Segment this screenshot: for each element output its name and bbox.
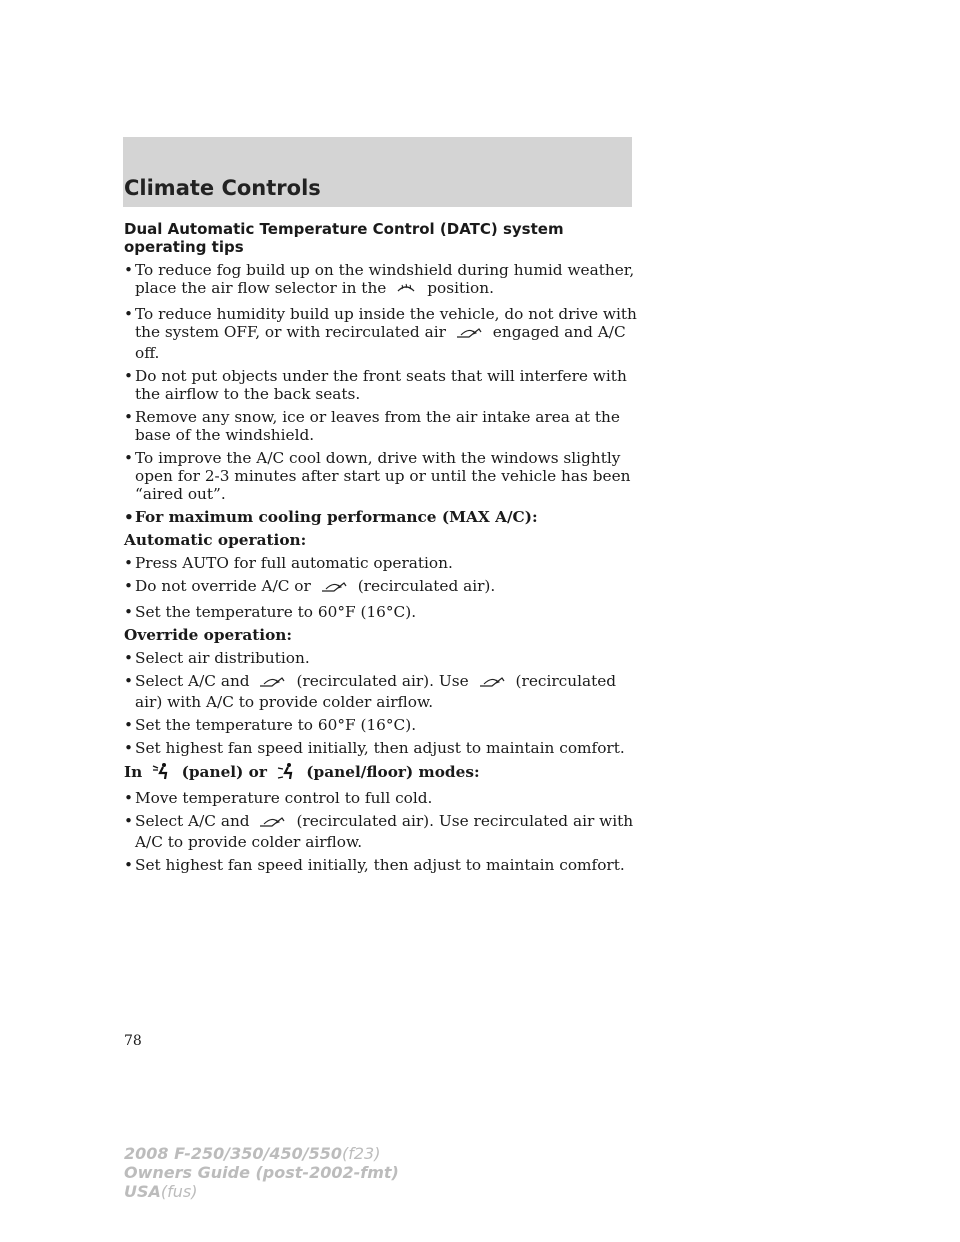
footer-model-code: (f23) xyxy=(342,1144,381,1163)
override-select-text-mid: (recirculated air). Use xyxy=(296,672,469,690)
recirculated-air-icon xyxy=(258,815,286,833)
list-item: • For maximum cooling performance (MAX A/C): xyxy=(124,508,644,526)
list-item: • Set highest fan speed initially, then adjust to maintain comfort. xyxy=(124,739,644,757)
tip-fog-text: To reduce fog build up on the windshield during humid weather, place the air flow selector in the xyxy=(135,261,635,297)
tips-list xyxy=(124,261,644,526)
modes-select-text-end: (recirculated air). Use recirculated air with A/C to provide colder airflow. xyxy=(135,812,634,851)
modes-heading-text-end: (panel/floor) modes: xyxy=(306,763,480,781)
page-number: 78 xyxy=(124,1033,142,1049)
list-item: • To improve the A/C cool down, drive with the windows slightly open for 2-3 minutes after start up or until the vehicle has been “aired out”. xyxy=(124,449,644,503)
list-item: • Select air distribution. xyxy=(124,649,644,667)
list-item xyxy=(124,305,644,362)
page-title: Climate Controls xyxy=(124,176,321,200)
list-item: • Set the temperature to 60°F (16°C). xyxy=(124,603,644,621)
list-item: • Move temperature control to full cold. xyxy=(124,789,644,807)
tip-humidity-text: To reduce humidity build up inside the vehicle, do not drive with the system OFF, or with recirculated air xyxy=(135,305,637,341)
automatic-heading: Automatic operation: xyxy=(124,531,307,549)
list-item: • Do not put objects under the front seats that will interfere with the airflow to the back seats. xyxy=(124,367,644,403)
footer-model: 2008 F-250/350/450/550 xyxy=(124,1144,342,1163)
panel-floor-mode-icon xyxy=(276,762,296,784)
section-heading: Dual Automatic Temperature Control (DATC) system operating tips xyxy=(124,220,564,256)
footer-region: USA xyxy=(124,1182,161,1201)
list-item xyxy=(124,261,644,300)
modes-heading-text: In xyxy=(124,763,143,781)
override-select-text-end: (recirculated air) with A/C to provide colder airflow. xyxy=(135,672,617,711)
list-item: • Remove any snow, ice or leaves from the air intake area at the base of the windshield. xyxy=(124,408,644,444)
recirculated-air-icon xyxy=(320,580,348,598)
recirculated-air-icon xyxy=(258,675,286,693)
list-item: • Set the temperature to 60°F (16°C). xyxy=(124,716,644,734)
defrost-icon xyxy=(395,280,417,300)
modes-select-text: Select A/C and xyxy=(135,812,250,830)
modes-heading-text-mid: (panel) or xyxy=(181,763,267,781)
automatic-override-text: Do not override A/C or xyxy=(135,577,311,595)
recirculated-air-icon xyxy=(455,326,483,344)
list-item: • Press AUTO for full automatic operation. xyxy=(124,554,644,572)
document-footer xyxy=(124,1144,399,1201)
recirculated-air-icon xyxy=(478,675,506,693)
automatic-list xyxy=(124,554,644,621)
modes-heading xyxy=(124,762,644,784)
list-item xyxy=(124,577,644,598)
automatic-override-text-end: (recirculated air). xyxy=(357,577,496,595)
override-select-text: Select A/C and xyxy=(135,672,250,690)
list-item xyxy=(124,672,644,711)
override-list xyxy=(124,649,644,757)
footer-guide: Owners Guide (post-2002-fmt) xyxy=(124,1163,399,1182)
panel-mode-icon xyxy=(152,762,172,784)
footer-region-code: (fus) xyxy=(160,1182,198,1201)
list-item xyxy=(124,812,644,851)
page-content xyxy=(124,220,644,879)
list-item: • Set highest fan speed initially, then adjust to maintain comfort. xyxy=(124,856,644,874)
tip-humidity-text-end: engaged and A/C off. xyxy=(135,323,626,362)
modes-list xyxy=(124,789,644,874)
override-heading: Override operation: xyxy=(124,626,293,644)
tip-fog-text-end: position. xyxy=(427,279,494,297)
